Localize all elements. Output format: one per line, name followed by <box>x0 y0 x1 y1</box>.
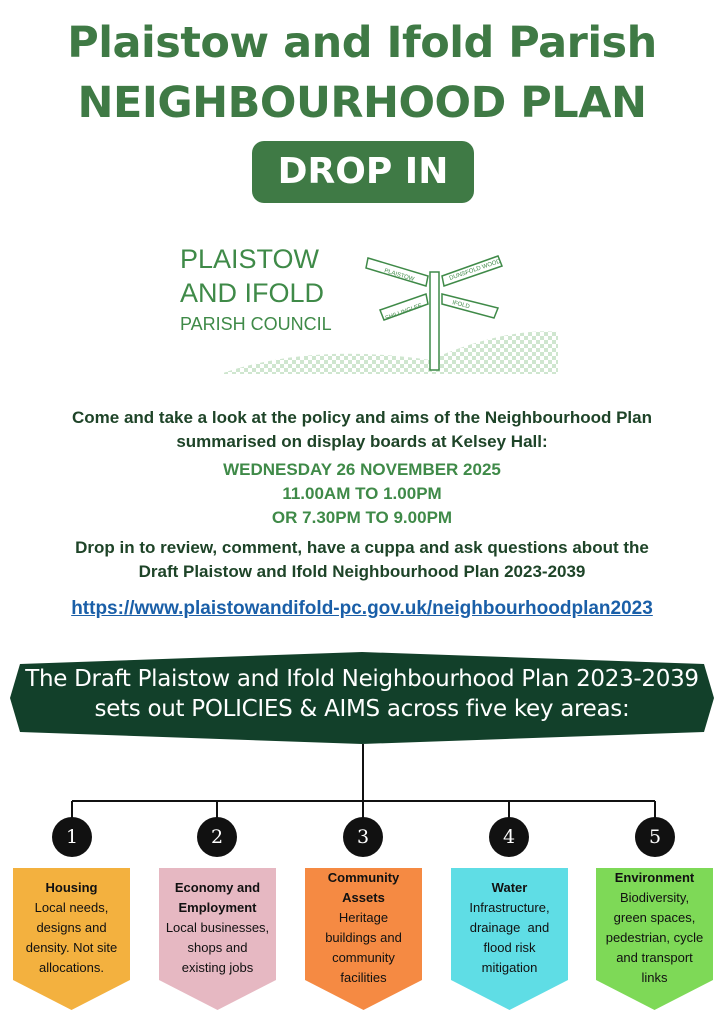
area-title: Economy and Employment <box>174 880 261 915</box>
area-number-5: 5 <box>635 817 675 857</box>
plan-link[interactable]: https://www.plaistowandifold-pc.gov.uk/neighbourhoodplan2023 <box>71 598 653 619</box>
area-desc-line: Local businesses, <box>165 920 270 935</box>
event-time-1: 11.00AM TO 1.00PM <box>282 484 442 503</box>
banner-text <box>10 664 714 724</box>
area-title: Community Assets <box>327 870 400 905</box>
area-desc-line: Local needs, <box>34 900 109 915</box>
drop-line-1: Drop in to review, comment, have a cuppa and ask questions about the <box>75 538 649 557</box>
logo-line-2: AND IFOLD <box>180 278 325 308</box>
signpost-label-1: PLAISTOW <box>383 268 415 283</box>
area-desc-line: drainage and <box>469 920 550 935</box>
signpost-label-3: SHILLINGLEE <box>384 303 424 322</box>
signpost-label-2: DUNSFOLD WOOD <box>448 258 502 282</box>
event-time-2: OR 7.30PM TO 9.00PM <box>271 508 453 527</box>
area-card-water <box>451 868 568 1010</box>
area-title: Water <box>491 880 528 895</box>
area-desc-line: Heritage <box>338 910 389 925</box>
intro-line-1: Come and take a look at the policy and aims of the Neighbourhood Plan <box>72 408 652 427</box>
area-desc-line: density. Not site <box>25 940 118 955</box>
intro-text <box>0 406 724 454</box>
parish-council-logo <box>180 232 560 382</box>
area-number-3: 3 <box>343 817 383 857</box>
area-desc-line: pedestrian, cycle <box>605 930 704 945</box>
area-number-4: 4 <box>489 817 529 857</box>
area-desc-line: shops and <box>187 940 248 955</box>
intro-line-2: summarised on display boards at Kelsey Hall: <box>176 432 548 451</box>
area-title: Housing <box>45 880 98 895</box>
area-title: Environment <box>614 870 695 885</box>
area-desc-line: mitigation <box>481 960 538 975</box>
area-desc-line: existing jobs <box>181 960 254 975</box>
event-details <box>0 458 724 530</box>
area-card-community <box>305 868 422 1010</box>
area-card-housing <box>13 868 130 1010</box>
banner-line-1: The Draft Plaistow and Ifold Neighbourhood Plan 2023-2039 <box>25 666 699 692</box>
area-number-1: 1 <box>52 817 92 857</box>
title-line-2: NEIGHBOURHOOD PLAN <box>77 78 647 128</box>
area-desc-line: buildings and <box>325 930 402 945</box>
drop-line-2: Draft Plaistow and Ifold Neighbourhood Plan 2023-2039 <box>138 562 586 581</box>
event-date: WEDNESDAY 26 NOVEMBER 2025 <box>223 460 501 479</box>
area-desc-line: green spaces, <box>613 910 696 925</box>
area-desc-line: allocations. <box>38 960 105 975</box>
signpost-label-4: IFOLD <box>451 300 471 311</box>
area-desc-line: designs and <box>36 920 107 935</box>
area-desc-line: and transport <box>616 950 693 965</box>
drop-in-description <box>0 536 724 584</box>
drop-in-badge: DROP IN <box>252 141 474 203</box>
logo-line-3: PARISH COUNCIL <box>180 314 332 334</box>
area-card-environment <box>596 868 713 1010</box>
area-card-economy <box>159 868 276 1010</box>
hill-graphic <box>220 331 558 374</box>
area-desc-line: links <box>641 970 668 985</box>
area-desc-line: Biodiversity, <box>619 890 690 905</box>
title-line-1: Plaistow and Ifold Parish <box>67 18 657 68</box>
logo-line-1: PLAISTOW <box>180 244 320 274</box>
area-desc-line: facilities <box>340 970 387 985</box>
banner-line-2: sets out POLICIES & AIMS across five key areas: <box>94 696 630 722</box>
area-desc-line: flood risk <box>483 940 536 955</box>
area-desc-line: community <box>332 950 395 965</box>
area-desc-line: Infrastructure, <box>469 900 550 915</box>
area-number-2: 2 <box>197 817 237 857</box>
